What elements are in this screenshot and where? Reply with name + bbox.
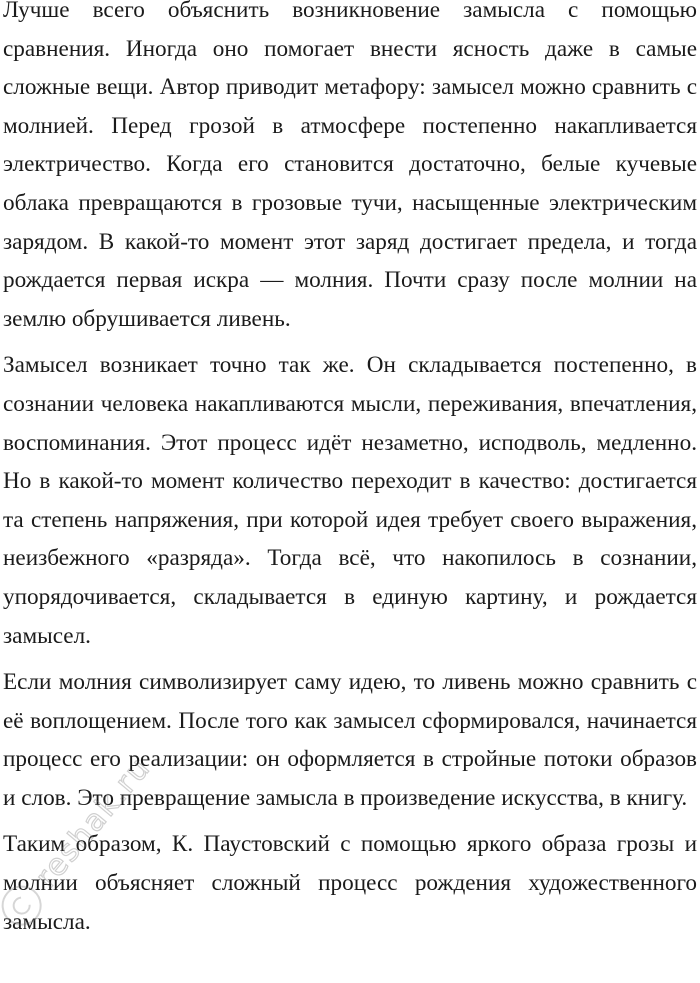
paragraph-conclusion: Таким образом, К. Паустовский с помощью яркого образа грозы и молнии объясняет сложный процесс рождения художественного замысла.: [3, 831, 697, 935]
paragraph-idea-embodiment: Если молния символизирует саму идею, то ливень можно сравнить с её воплощением. После того как замысел сформировался, начинается процесс его реализации: он оформляется в стройные потоки образов и слов. Это превращение замысла в произведение искусства, в книгу.: [3, 669, 697, 811]
paragraph-idea-formation: Замысел возникает точно так же. Он складывается постепенно, в сознании человека накапливаются мысли, переживания, впечатления, воспоминания. Этот процесс идёт незаметно, исподволь, медленно. Но в какой-то момент количество переходит в качество: достигается та степень напряжения, при которой идея требует своего выражения, неизбежного «разряда». Тогда всё, что накопилось в сознании, упорядочивается, складывается в единую картину, и рождается замысел.: [3, 352, 697, 649]
watermark-text: reshak.ru: [28, 750, 158, 895]
document-body: [3, 0, 697, 949]
paragraph-lightning-metaphor: Лучше всего объяснить возникновение замысла с помощью сравнения. Иногда оно помогает внести ясность даже в самые сложные вещи. Автор приводит метафору: замысел можно сравнить с молнией. Перед грозой в атмосфере постепенно накапливается электричество. Когда его становится достаточно, белые кучевые облака превращаются в грозовые тучи, насыщенные электрическим зарядом. В какой-то момент этот заряд достигает предела, и тогда рождается первая искра — молния. Почти сразу после молнии на землю обрушивается ливень.: [3, 0, 697, 332]
